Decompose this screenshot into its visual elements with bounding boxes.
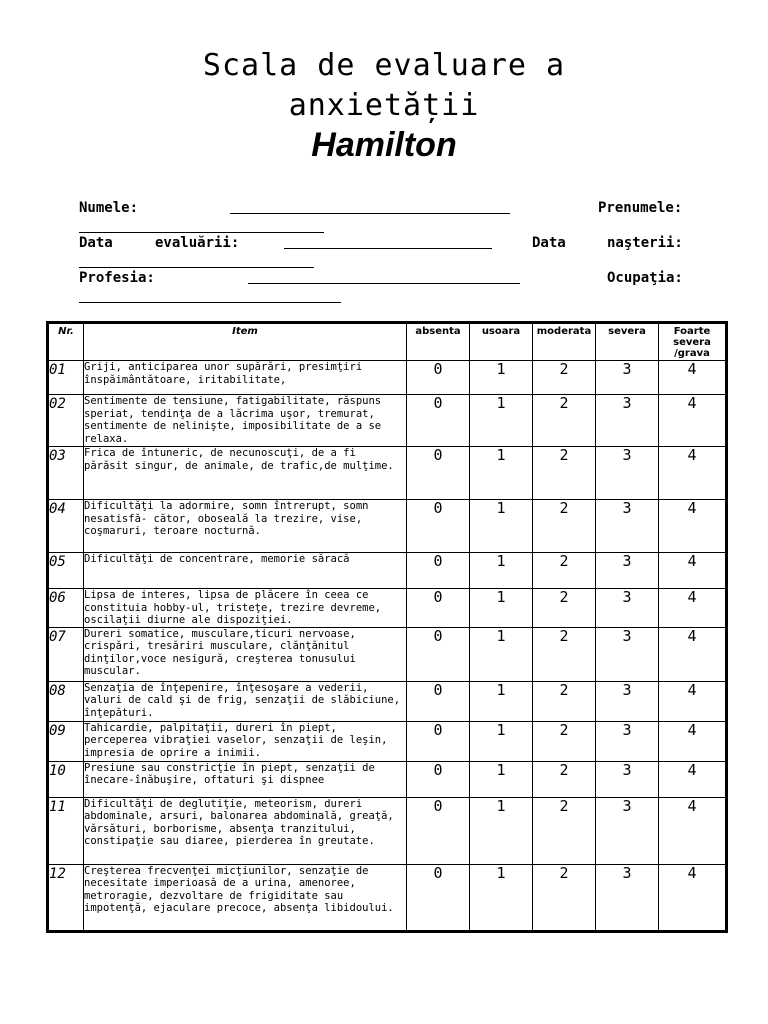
row-item-text: Presiune sau constricţie în piept, senzaţii de înecare-înăbuşire, oftaturi şi dispnee [84, 761, 407, 797]
score-severa[interactable]: 3 [596, 681, 659, 721]
score-severa[interactable]: 3 [596, 500, 659, 553]
row-item-text: Griji, anticiparea unor supărări, presimţiri înspăimântătoare, iritabilitate, [84, 361, 407, 395]
score-severa[interactable]: 3 [596, 797, 659, 864]
header-item: Item [84, 323, 407, 361]
table-row [48, 681, 727, 721]
score-severa[interactable]: 3 [596, 589, 659, 628]
score-absenta[interactable]: 0 [407, 447, 470, 500]
ocupatia-field[interactable] [79, 302, 341, 303]
row-number: 03 [48, 447, 84, 500]
score-moderata[interactable]: 2 [533, 761, 596, 797]
score-moderata[interactable]: 2 [533, 721, 596, 761]
score-absenta[interactable]: 0 [407, 361, 470, 395]
score-severa[interactable]: 3 [596, 761, 659, 797]
table-row [48, 589, 727, 628]
table-row [48, 361, 727, 395]
profesia-field[interactable] [248, 283, 520, 284]
score-absenta[interactable]: 0 [407, 553, 470, 589]
table-row [48, 553, 727, 589]
score-foarte-severa[interactable]: 4 [659, 447, 727, 500]
row-number: 09 [48, 721, 84, 761]
score-severa[interactable]: 3 [596, 553, 659, 589]
score-moderata[interactable]: 2 [533, 447, 596, 500]
score-usoara[interactable]: 1 [470, 681, 533, 721]
header-usoara: usoara [470, 323, 533, 361]
score-moderata[interactable]: 2 [533, 500, 596, 553]
numele-field[interactable] [230, 213, 510, 214]
row-number: 02 [48, 395, 84, 447]
data-evaluarii-label-2: evaluării: [155, 235, 240, 251]
score-usoara[interactable]: 1 [470, 797, 533, 864]
score-moderata[interactable]: 2 [533, 395, 596, 447]
score-moderata[interactable]: 2 [533, 589, 596, 628]
score-usoara[interactable]: 1 [470, 553, 533, 589]
table-row [48, 627, 727, 681]
numele-label: Numele: [79, 200, 139, 216]
score-usoara[interactable]: 1 [470, 395, 533, 447]
row-item-text: Sentimente de tensiune, fatigabilitate, răspuns speriat, tendinţa de a lăcrima uşor, tremurat, sentimente de nelinişte, imposibilitate de a se relaxa. [84, 395, 407, 447]
row-item-text: Creşterea frecvenţei micţiunilor, senzaţie de necesitate imperioasă de a urina, amenoree, metroragie, dezvoltare de frigiditate sau impotenţă, ejaculare precoce, absenţa libidoului. [84, 864, 407, 931]
row-number: 04 [48, 500, 84, 553]
score-moderata[interactable]: 2 [533, 681, 596, 721]
row-item-text: Dureri somatice, musculare,ticuri nervoase, crispări, tresăriri musculare, clănţănitul dinţilor,voce nesigură, creşterea tonusului muscular. [84, 627, 407, 681]
score-usoara[interactable]: 1 [470, 500, 533, 553]
row-number: 07 [48, 627, 84, 681]
table-row [48, 864, 727, 931]
score-moderata[interactable]: 2 [533, 864, 596, 931]
table-row [48, 797, 727, 864]
row-number: 05 [48, 553, 84, 589]
row-item-text: Tahicardie, palpitaţii, dureri în piept, perceperea vibraţiei vaselor, senzaţii de leşin, impresia de oprire a inimii. [84, 721, 407, 761]
header-absenta: absenta [407, 323, 470, 361]
score-absenta[interactable]: 0 [407, 864, 470, 931]
profesia-label: Profesia: [79, 270, 155, 286]
score-severa[interactable]: 3 [596, 361, 659, 395]
score-foarte-severa[interactable]: 4 [659, 500, 727, 553]
prenumele-field[interactable] [79, 232, 324, 233]
score-usoara[interactable]: 1 [470, 864, 533, 931]
score-moderata[interactable]: 2 [533, 797, 596, 864]
header-nr: Nr. [48, 323, 84, 361]
data-evaluarii-label-1: Data [79, 235, 113, 251]
data-nasterii-label-1: Data [532, 235, 566, 251]
page-title-line-1: Scala de evaluare a [202, 48, 566, 83]
score-absenta[interactable]: 0 [407, 797, 470, 864]
score-foarte-severa[interactable]: 4 [659, 589, 727, 628]
score-foarte-severa[interactable]: 4 [659, 361, 727, 395]
score-usoara[interactable]: 1 [470, 589, 533, 628]
score-usoara[interactable]: 1 [470, 761, 533, 797]
row-number: 12 [48, 864, 84, 931]
row-number: 10 [48, 761, 84, 797]
row-item-text: Frica de întuneric, de necunoscuţi, de a fi părăsit singur, de animale, de trafic,de mulţime. [84, 447, 407, 500]
score-severa[interactable]: 3 [596, 447, 659, 500]
score-foarte-severa[interactable]: 4 [659, 627, 727, 681]
header-foarte-severa: Foarte severa /grava [659, 323, 727, 361]
header-moderata: moderata [533, 323, 596, 361]
score-usoara[interactable]: 1 [470, 721, 533, 761]
row-number: 01 [48, 361, 84, 395]
header-severa: severa [596, 323, 659, 361]
score-absenta[interactable]: 0 [407, 761, 470, 797]
row-number: 11 [48, 797, 84, 864]
table-row [48, 721, 727, 761]
score-moderata[interactable]: 2 [533, 361, 596, 395]
row-item-text: Lipsa de interes, lipsa de plăcere în ceea ce constituia hobby-ul, tristeţe, trezire devreme, oscilaţii diurne ale dispoziţiei. [84, 589, 407, 628]
row-item-text: Dificultăţi de concentrare, memorie săracă [84, 553, 407, 589]
row-item-text: Dificultăţi de deglutiţie, meteorism, dureri abdominale, arsuri, balonarea abdominală, greaţă, vărsături, borborisme, absenţa tranzitului, constipaţie sau diaree, pierderea în greutate. [84, 797, 407, 864]
data-evaluarii-field[interactable] [284, 248, 492, 249]
table-header-row [48, 323, 727, 361]
score-foarte-severa[interactable]: 4 [659, 761, 727, 797]
score-foarte-severa[interactable]: 4 [659, 395, 727, 447]
score-severa[interactable]: 3 [596, 395, 659, 447]
score-severa[interactable]: 3 [596, 627, 659, 681]
table-row [48, 395, 727, 447]
ocupatia-label: Ocupaţia: [607, 270, 683, 286]
prenumele-label: Prenumele: [598, 200, 683, 216]
table-row [48, 447, 727, 500]
table-row [48, 500, 727, 553]
row-item-text: Dificultăţi la adormire, somn întrerupt, somn nesatisfă- cător, oboseală la trezire, vise, coşmaruri, teroare nocturnă. [84, 500, 407, 553]
score-foarte-severa[interactable]: 4 [659, 681, 727, 721]
score-moderata[interactable]: 2 [533, 553, 596, 589]
row-number: 06 [48, 589, 84, 628]
anxiety-scale-table [46, 321, 728, 933]
score-foarte-severa[interactable]: 4 [659, 553, 727, 589]
data-nasterii-label-2: naşterii: [607, 235, 683, 251]
row-item-text: Senzaţia de înţepenire, înţesoşare a vederii, valuri de cald şi de frig, senzaţii de slăbiciune, înţepături. [84, 681, 407, 721]
page-title-line-2: anxietății [288, 88, 480, 123]
score-severa[interactable]: 3 [596, 721, 659, 761]
score-usoara[interactable]: 1 [470, 447, 533, 500]
score-absenta[interactable]: 0 [407, 681, 470, 721]
score-absenta[interactable]: 0 [407, 721, 470, 761]
score-usoara[interactable]: 1 [470, 361, 533, 395]
score-usoara[interactable]: 1 [470, 627, 533, 681]
score-moderata[interactable]: 2 [533, 627, 596, 681]
score-absenta[interactable]: 0 [407, 589, 470, 628]
score-absenta[interactable]: 0 [407, 627, 470, 681]
data-nasterii-field[interactable] [79, 267, 314, 268]
row-number: 08 [48, 681, 84, 721]
score-foarte-severa[interactable]: 4 [659, 797, 727, 864]
score-foarte-severa[interactable]: 4 [659, 864, 727, 931]
page-subtitle: Hamilton [311, 126, 457, 164]
score-foarte-severa[interactable]: 4 [659, 721, 727, 761]
score-severa[interactable]: 3 [596, 864, 659, 931]
score-absenta[interactable]: 0 [407, 395, 470, 447]
table-row [48, 761, 727, 797]
score-absenta[interactable]: 0 [407, 500, 470, 553]
